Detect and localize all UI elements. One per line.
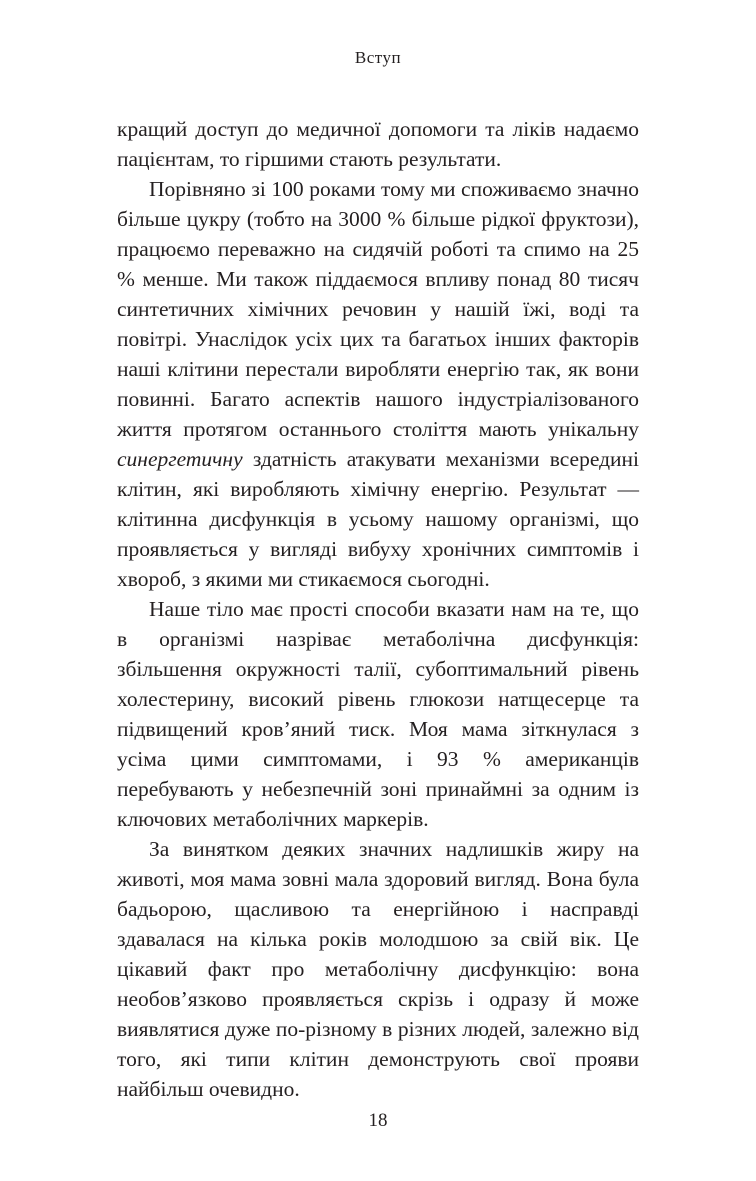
page-number: 18: [368, 1110, 388, 1131]
paragraph-1: кращий доступ до медичної допомоги та ліків надаємо пацієнтам, то гіршими стають результати.: [117, 117, 639, 171]
running-head: Вступ: [354, 48, 402, 67]
paragraph-2-emphasis: синергетичну: [117, 447, 243, 471]
body-text: [117, 114, 639, 1104]
paragraph-2-part-2: здатність атакувати механізми всередині клітин, які виробляють хімічну енергію. Результат — клітинна дисфункція в усьому нашому організмі, що проявляється у вигляді вибуху хронічних симптомів і хвороб, з якими ми стикаємося сьогодні.: [117, 447, 639, 591]
paragraph-2: [117, 174, 639, 594]
paragraph-2-part-1: Порівняно зі 100 роками тому ми споживаємо значно більше цукру (тобто на 3000 % більше рідкої фруктози), працюємо переважно на сидячій роботі та спимо на 25 % менше. Ми також піддаємося впливу понад 80 тисяч синтетичних хімічних речовин у нашій їжі, воді та повітрі. Унаслідок усіх цих та багатьох інших факторів наші клітини перестали виробляти енергію так, як вони повинні. Багато аспектів нашого індустріалізованого життя протягом останнього століття мають унікальну: [117, 177, 639, 441]
paragraph-4: За винятком деяких значних надлишків жиру на животі, моя мама зовні мала здоровий вигляд. Вона була бадьорою, щасливою та енергійною і насправді здавалася на кілька років молодшою за свій вік. Це цікавий факт про метаболічну дисфункцію: вона необов’язково проявляється скрізь і одразу й може виявлятися дуже по-різному в різних людей, залежно від того, які типи клітин демонструють свої прояви найбільш очевидно.: [117, 837, 639, 1101]
paragraph-3: Наше тіло має прості способи вказати нам на те, що в організмі назріває метаболічна дисфункція: збільшення окружності талії, субоптимальний рівень холестерину, високий рівень глюкози натщесерце та підвищений кров’яний тиск. Моя мама зіткнулася з усіма цими симптомами, і 93 % американців перебувають у небезпечній зоні принаймні за одним із ключових метаболічних маркерів.: [117, 597, 639, 831]
